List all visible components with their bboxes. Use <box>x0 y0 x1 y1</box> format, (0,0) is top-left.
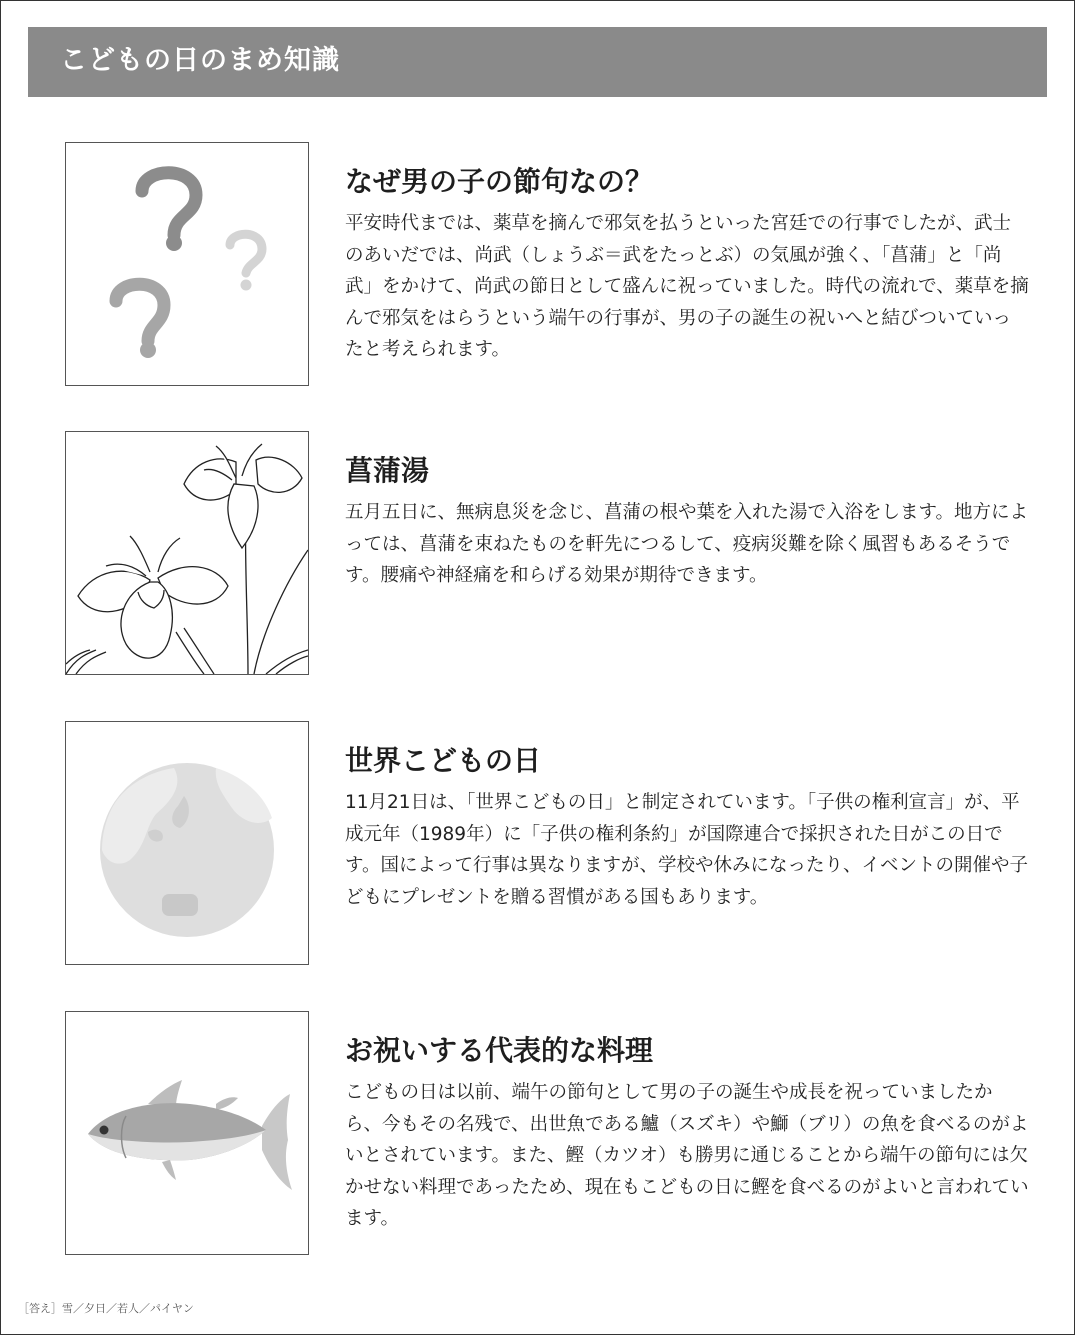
iris-flower-illustration <box>65 431 309 675</box>
section-title: 菖蒲湯 <box>345 454 430 487</box>
section-body: 11月21日は、「世界こどもの日」と制定されています。「子供の権利宣言」が、平成元年（1989年）に「子供の権利条約」が国際連合で採択された日がこの日です。国によって行事は異なりますが、学校や休みになったり、イベントの開催や子どもにプレゼントを贈る習慣がある国もあります。 <box>345 792 1029 908</box>
question-marks-illustration <box>65 142 309 386</box>
section-title: お祝いする代表的な料理 <box>345 1034 654 1067</box>
section-title: なぜ男の子の節句なの？ <box>345 165 654 198</box>
page-header <box>28 27 1047 97</box>
globe-illustration <box>65 721 309 965</box>
fish-illustration <box>65 1011 309 1255</box>
section-title: 世界こどもの日 <box>345 744 542 777</box>
answer-footnote: ［答え］雪／夕日／若人／パイヤン <box>18 1302 194 1315</box>
section-body: 五月五日に、無病息災を念じ、菖蒲の根や葉を入れた湯で入浴をします。地方によっては、菖蒲を束ねたものを軒先につるして、疫病災難を除く風習もあるそうです。腰痛や神経痛を和らげる効果が期待できます。 <box>345 502 1029 586</box>
page-title: こどもの日のまめ知識 <box>60 45 340 76</box>
section-body: こどもの日は以前、端午の節句として男の子の誕生や成長を祝っていましたから、今もその名残で、出世魚である鱸（スズキ）や鰤（ブリ）の魚を食べるのがよいとされています。また、鰹（カツオ）も勝男に通じることから端午の節句には欠かせない料理であったため、現在もこどもの日に鰹を食べるのがよいと言われています。 <box>345 1082 1029 1229</box>
section-body: 平安時代までは、薬草を摘んで邪気を払うといった宮廷での行事でしたが、武士のあいだでは、尚武（しょうぶ＝武をたっとぶ）の気風が強く、「菖蒲」と「尚武」をかけて、尚武の節日として盛んに祝っていました。時代の流れで、薬草を摘んで邪気をはらうという端午の行事が、男の子の誕生の祝いへと結びついていったと考えられます。 <box>345 213 1029 360</box>
